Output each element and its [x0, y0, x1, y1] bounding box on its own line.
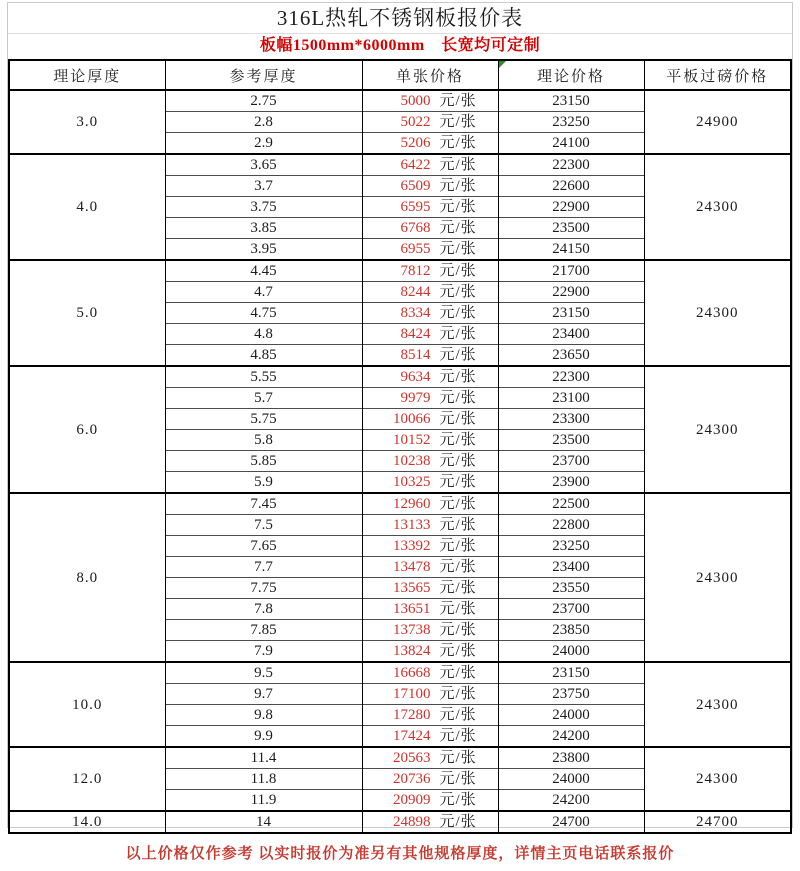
unit-price-cell [362, 536, 498, 557]
ref-thickness-cell: 5.55 [165, 366, 362, 388]
ref-thickness-cell: 3.95 [165, 239, 362, 261]
unit-price-cell [362, 430, 498, 451]
price-unit-label: 元/张 [439, 199, 477, 215]
unit-price-value: 10325 [393, 474, 431, 490]
thickness-cell: 5.0 [9, 260, 165, 366]
ref-thickness-cell: 4.7 [165, 282, 362, 303]
unit-price-cell [362, 620, 498, 641]
unit-price-value: 7812 [400, 263, 431, 279]
theoretical-price-cell: 24000 [498, 705, 644, 726]
unit-price-cell [362, 599, 498, 620]
col-header-3: 单张价格 [362, 60, 498, 90]
ref-thickness-cell: 3.7 [165, 176, 362, 197]
theoretical-price-cell: 23250 [498, 536, 644, 557]
price-unit-label: 元/张 [439, 771, 477, 787]
thickness-cell: 10.0 [9, 662, 165, 747]
ref-thickness-cell: 7.8 [165, 599, 362, 620]
unit-price-cell [362, 641, 498, 663]
col-header-4: 理论价格 [498, 60, 644, 90]
ref-thickness-cell: 9.7 [165, 684, 362, 705]
unit-price-value: 6595 [400, 199, 431, 215]
ref-thickness-cell: 7.9 [165, 641, 362, 663]
ref-thickness-cell: 7.5 [165, 515, 362, 536]
ref-thickness-cell: 5.75 [165, 409, 362, 430]
price-unit-label: 元/张 [439, 411, 477, 427]
price-unit-label: 元/张 [439, 814, 477, 830]
price-unit-label: 元/张 [439, 114, 477, 130]
price-unit-label: 元/张 [439, 284, 477, 300]
theoretical-price-cell: 23150 [498, 90, 644, 112]
unit-price-value: 17280 [393, 707, 431, 723]
theoretical-price-cell: 23700 [498, 599, 644, 620]
unit-price-cell [362, 239, 498, 261]
ref-thickness-cell: 4.45 [165, 260, 362, 282]
unit-price-value: 13392 [393, 538, 431, 554]
quotation-sheet [7, 2, 793, 862]
unit-price-cell [362, 493, 498, 515]
theoretical-price-cell: 23650 [498, 345, 644, 367]
unit-price-cell [362, 260, 498, 282]
theoretical-price-cell: 23400 [498, 557, 644, 578]
unit-price-cell [362, 790, 498, 812]
theoretical-price-cell: 21700 [498, 260, 644, 282]
theoretical-price-cell: 24150 [498, 239, 644, 261]
price-unit-label: 元/张 [439, 496, 477, 512]
price-unit-label: 元/张 [439, 580, 477, 596]
table-row [9, 366, 791, 388]
ref-thickness-cell: 5.9 [165, 472, 362, 494]
price-unit-label: 元/张 [439, 728, 477, 744]
unit-price-value: 9634 [400, 369, 431, 385]
unit-price-value: 5206 [400, 135, 431, 151]
theoretical-price-cell: 23150 [498, 662, 644, 684]
unit-price-cell [362, 578, 498, 599]
excel-error-indicator-icon [499, 61, 506, 68]
unit-price-cell [362, 282, 498, 303]
unit-price-value: 13651 [393, 601, 431, 617]
ref-thickness-cell: 9.9 [165, 726, 362, 748]
theoretical-price-cell: 24100 [498, 133, 644, 155]
unit-price-value: 10066 [393, 411, 431, 427]
unit-price-cell [362, 197, 498, 218]
unit-price-value: 6768 [400, 220, 431, 236]
ref-thickness-cell: 7.7 [165, 557, 362, 578]
unit-price-cell [362, 811, 498, 833]
thickness-cell: 4.0 [9, 154, 165, 260]
theoretical-price-cell: 23500 [498, 430, 644, 451]
weigh-price-cell: 24300 [644, 662, 791, 747]
ref-thickness-cell: 4.85 [165, 345, 362, 367]
theoretical-price-cell: 22900 [498, 282, 644, 303]
price-unit-label: 元/张 [439, 93, 477, 109]
unit-price-cell [362, 747, 498, 769]
ref-thickness-cell: 11.4 [165, 747, 362, 769]
thickness-cell: 6.0 [9, 366, 165, 493]
table-row [9, 260, 791, 282]
ref-thickness-cell: 2.75 [165, 90, 362, 112]
weigh-price-cell: 24300 [644, 747, 791, 811]
ref-thickness-cell: 5.8 [165, 430, 362, 451]
ref-thickness-cell: 2.9 [165, 133, 362, 155]
theoretical-price-cell: 23250 [498, 112, 644, 133]
price-unit-label: 元/张 [439, 792, 477, 808]
price-unit-label: 元/张 [439, 686, 477, 702]
unit-price-value: 13824 [393, 643, 431, 659]
theoretical-price-cell: 22500 [498, 493, 644, 515]
theoretical-price-cell: 23750 [498, 684, 644, 705]
unit-price-cell [362, 154, 498, 176]
ref-thickness-cell: 4.75 [165, 303, 362, 324]
unit-price-value: 24898 [393, 814, 431, 830]
unit-price-cell [362, 366, 498, 388]
theoretical-price-cell: 24000 [498, 641, 644, 663]
unit-price-value: 6955 [400, 241, 431, 257]
theoretical-price-cell: 23300 [498, 409, 644, 430]
ref-thickness-cell: 7.85 [165, 620, 362, 641]
ref-thickness-cell: 14 [165, 811, 362, 833]
theoretical-price-cell: 22900 [498, 197, 644, 218]
unit-price-value: 6509 [400, 178, 431, 194]
unit-price-value: 8514 [400, 347, 431, 363]
unit-price-value: 10238 [393, 453, 431, 469]
price-unit-label: 元/张 [439, 453, 477, 469]
theoretical-price-cell: 23550 [498, 578, 644, 599]
table-row [9, 154, 791, 176]
unit-price-cell [362, 345, 498, 367]
table-row [9, 811, 791, 833]
unit-price-value: 9979 [400, 390, 431, 406]
unit-price-value: 20736 [393, 771, 431, 787]
page-title: 316L热轧不锈钢板报价表 [8, 3, 792, 34]
unit-price-cell [362, 90, 498, 112]
ref-thickness-cell: 7.75 [165, 578, 362, 599]
unit-price-cell [362, 472, 498, 494]
table-row [9, 493, 791, 515]
price-unit-label: 元/张 [439, 178, 477, 194]
price-unit-label: 元/张 [439, 643, 477, 659]
ref-thickness-cell: 3.75 [165, 197, 362, 218]
thickness-cell: 12.0 [9, 747, 165, 811]
weigh-price-cell: 24300 [644, 366, 791, 493]
unit-price-value: 8244 [400, 284, 431, 300]
ref-thickness-cell: 5.85 [165, 451, 362, 472]
price-table [8, 59, 792, 834]
price-unit-label: 元/张 [439, 369, 477, 385]
unit-price-value: 20909 [393, 792, 431, 808]
price-unit-label: 元/张 [439, 241, 477, 257]
price-unit-label: 元/张 [439, 305, 477, 321]
unit-price-value: 20563 [393, 750, 431, 766]
unit-price-cell [362, 557, 498, 578]
weigh-price-cell: 24300 [644, 154, 791, 260]
unit-price-value: 13565 [393, 580, 431, 596]
unit-price-cell [362, 515, 498, 536]
unit-price-value: 13133 [393, 517, 431, 533]
theoretical-price-cell: 24200 [498, 726, 644, 748]
unit-price-cell [362, 388, 498, 409]
unit-price-cell [362, 451, 498, 472]
ref-thickness-cell: 4.8 [165, 324, 362, 345]
theoretical-price-cell: 23150 [498, 303, 644, 324]
weigh-price-cell: 24300 [644, 493, 791, 662]
unit-price-cell [362, 769, 498, 790]
unit-price-value: 8334 [400, 305, 431, 321]
theoretical-price-cell: 23850 [498, 620, 644, 641]
unit-price-cell [362, 726, 498, 748]
thickness-cell: 3.0 [9, 90, 165, 154]
unit-price-value: 8424 [400, 326, 431, 342]
ref-thickness-cell: 7.65 [165, 536, 362, 557]
theoretical-price-cell: 22300 [498, 366, 644, 388]
unit-price-cell [362, 705, 498, 726]
unit-price-value: 10152 [393, 432, 431, 448]
price-unit-label: 元/张 [439, 474, 477, 490]
price-unit-label: 元/张 [439, 432, 477, 448]
price-unit-label: 元/张 [439, 390, 477, 406]
unit-price-value: 17100 [393, 686, 431, 702]
footer-note: 以上价格仅作参考 以实时报价为准另有其他规格厚度，详情主页电话联系报价 [125, 846, 675, 862]
theoretical-price-cell: 24700 [498, 811, 644, 833]
theoretical-price-cell: 23500 [498, 218, 644, 239]
unit-price-value: 17424 [393, 728, 431, 744]
weigh-price-cell: 24900 [644, 90, 791, 154]
theoretical-price-cell: 22300 [498, 154, 644, 176]
ref-thickness-cell: 2.8 [165, 112, 362, 133]
unit-price-cell [362, 684, 498, 705]
unit-price-value: 16668 [393, 665, 431, 681]
unit-price-cell [362, 176, 498, 197]
theoretical-price-cell: 23800 [498, 747, 644, 769]
price-unit-label: 元/张 [439, 601, 477, 617]
ref-thickness-cell: 3.65 [165, 154, 362, 176]
thickness-cell: 14.0 [9, 811, 165, 833]
price-unit-label: 元/张 [439, 559, 477, 575]
unit-price-cell [362, 409, 498, 430]
unit-price-value: 5022 [400, 114, 431, 130]
subtitle-spec: 板幅1500mm*6000mm 长宽均可定制 [259, 37, 541, 54]
price-unit-label: 元/张 [439, 347, 477, 363]
ref-thickness-cell: 11.9 [165, 790, 362, 812]
ref-thickness-cell: 11.8 [165, 769, 362, 790]
col-header-2: 参考厚度 [165, 60, 362, 90]
theoretical-price-cell: 24000 [498, 769, 644, 790]
price-unit-label: 元/张 [439, 538, 477, 554]
unit-price-value: 5000 [400, 93, 431, 109]
theoretical-price-cell: 24200 [498, 790, 644, 812]
unit-price-value: 6422 [400, 157, 431, 173]
unit-price-cell [362, 112, 498, 133]
ref-thickness-cell: 9.5 [165, 662, 362, 684]
col-header-5: 平板过磅价格 [644, 60, 791, 90]
unit-price-value: 12960 [393, 496, 431, 512]
table-row [9, 747, 791, 769]
theoretical-price-cell: 23100 [498, 388, 644, 409]
price-unit-label: 元/张 [439, 622, 477, 638]
unit-price-value: 13478 [393, 559, 431, 575]
unit-price-cell [362, 303, 498, 324]
price-unit-label: 元/张 [439, 750, 477, 766]
table-row [9, 662, 791, 684]
price-unit-label: 元/张 [439, 135, 477, 151]
weigh-price-cell: 24300 [644, 260, 791, 366]
theoretical-price-cell: 23700 [498, 451, 644, 472]
ref-thickness-cell: 5.7 [165, 388, 362, 409]
table-row [9, 90, 791, 112]
ref-thickness-cell: 3.85 [165, 218, 362, 239]
price-unit-label: 元/张 [439, 220, 477, 236]
theoretical-price-cell: 22600 [498, 176, 644, 197]
price-unit-label: 元/张 [439, 517, 477, 533]
price-unit-label: 元/张 [439, 157, 477, 173]
col-header-1: 理论厚度 [9, 60, 165, 90]
price-unit-label: 元/张 [439, 263, 477, 279]
unit-price-cell [362, 133, 498, 155]
unit-price-cell [362, 662, 498, 684]
price-unit-label: 元/张 [439, 326, 477, 342]
ref-thickness-cell: 7.45 [165, 493, 362, 515]
unit-price-value: 13738 [393, 622, 431, 638]
thickness-cell: 8.0 [9, 493, 165, 662]
weigh-price-cell: 24700 [644, 811, 791, 833]
theoretical-price-cell: 23900 [498, 472, 644, 494]
theoretical-price-cell: 23400 [498, 324, 644, 345]
price-unit-label: 元/张 [439, 665, 477, 681]
header-row [9, 60, 791, 90]
unit-price-cell [362, 324, 498, 345]
ref-thickness-cell: 9.8 [165, 705, 362, 726]
theoretical-price-cell: 22800 [498, 515, 644, 536]
unit-price-cell [362, 218, 498, 239]
price-unit-label: 元/张 [439, 707, 477, 723]
